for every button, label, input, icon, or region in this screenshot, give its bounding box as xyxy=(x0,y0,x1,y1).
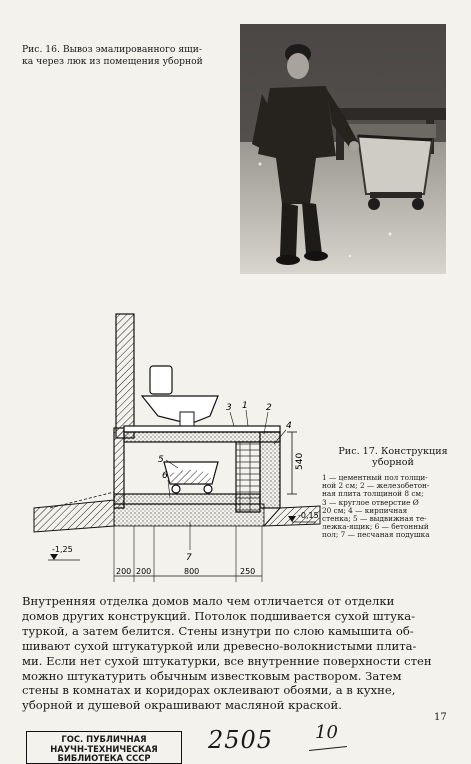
figure-17-legend xyxy=(322,474,458,540)
figure-16-caption-line: ка через люк из помещения уборной xyxy=(22,55,203,67)
figure-16-caption-line: Рис. 16. Вывоз эмалированного ящи- xyxy=(22,44,202,55)
body-line: туркой, а затем белится. Стены изнутри по слою камышита об- xyxy=(22,623,414,638)
dim-250-label: 250 xyxy=(240,567,256,576)
callout-3: 3 xyxy=(226,403,232,413)
concrete-floor xyxy=(114,494,260,504)
figure-17-drawing xyxy=(30,312,326,600)
callout-1: 1 xyxy=(242,401,248,411)
callout-5: 5 xyxy=(158,455,164,465)
legend-line: 20 см; 4 — кирпичная xyxy=(322,505,408,515)
stamp-line: БИБЛИОТЕКА СССР xyxy=(57,753,151,764)
stamp-line: НАУЧН-ТЕХНИЧЕСКАЯ xyxy=(50,743,158,754)
legend-line: ной 2 см; 2 — железобетон- xyxy=(322,481,430,491)
figure-17-title-line: Рис. 17. Конструкция xyxy=(338,446,448,457)
handwritten-fraction: 10 xyxy=(315,722,338,743)
cistern xyxy=(150,366,172,394)
dim-800-label: 800 xyxy=(184,567,200,576)
figure-16-photo xyxy=(240,24,446,274)
stamp-line: ГОС. ПУБЛИЧНАЯ xyxy=(61,734,147,744)
cement-floor xyxy=(124,426,280,432)
body-line: Внутренняя отделка домов мало чем отличается от отделки xyxy=(22,594,395,608)
legend-line: ная плита толщиной 8 см; xyxy=(322,489,424,499)
dim-200b-label: 200 xyxy=(136,567,152,576)
level-125-label: -1,25 xyxy=(52,545,73,554)
figure-17-title-line: уборной xyxy=(372,457,414,468)
body-line: стены в комнатах и коридорах оклеивают обоями, а в кухне, xyxy=(22,683,396,698)
legend-line: 1 — цементный пол толщи- xyxy=(322,473,428,482)
body-line: шивают сухой штукатуркой или древесно-волокнистыми плита- xyxy=(22,638,417,653)
legend-line: стенка; 5 — выдвижная те- xyxy=(322,514,427,524)
dim-540-label: 540 xyxy=(295,452,305,470)
legend-line: пол; 7 — песчаная подушка xyxy=(322,530,430,540)
legend-line: 3 — круглое отверстие Ø xyxy=(322,497,419,507)
body-line: можно штукатурить обычным известковым раствором. Затем xyxy=(22,668,402,683)
body-line: ми. Если нет сухой штукатурки, все внутренние поверхности стен xyxy=(22,653,432,668)
vent-pipe xyxy=(116,314,134,438)
library-stamp xyxy=(26,731,182,764)
level-015-label: -0,15 xyxy=(298,511,319,520)
body-line: уборной и душевой окрашивают масляной краской. xyxy=(22,698,342,713)
callout-7: 7 xyxy=(186,553,192,563)
sand-cushion xyxy=(114,504,264,526)
callout-2: 2 xyxy=(266,403,272,413)
callout-6: 6 xyxy=(162,471,168,481)
handwritten-number: 2505 xyxy=(208,726,274,754)
photo-illustration xyxy=(240,24,446,274)
body-paragraph xyxy=(22,594,452,713)
callout-4: 4 xyxy=(286,421,292,431)
figure-17-title xyxy=(330,446,456,468)
concrete-slab xyxy=(124,432,280,442)
body-line: домов других конструкций. Потолок подшивается сухой штука- xyxy=(22,608,416,623)
toilet-construction-diagram xyxy=(30,312,326,596)
handwritten-underline xyxy=(309,746,347,751)
dim-200a-label: 200 xyxy=(116,567,132,576)
legend-line: лежка-ящик; 6 — бетонный xyxy=(322,522,429,532)
figure-16-caption xyxy=(22,44,234,67)
page-number: 17 xyxy=(434,712,447,723)
